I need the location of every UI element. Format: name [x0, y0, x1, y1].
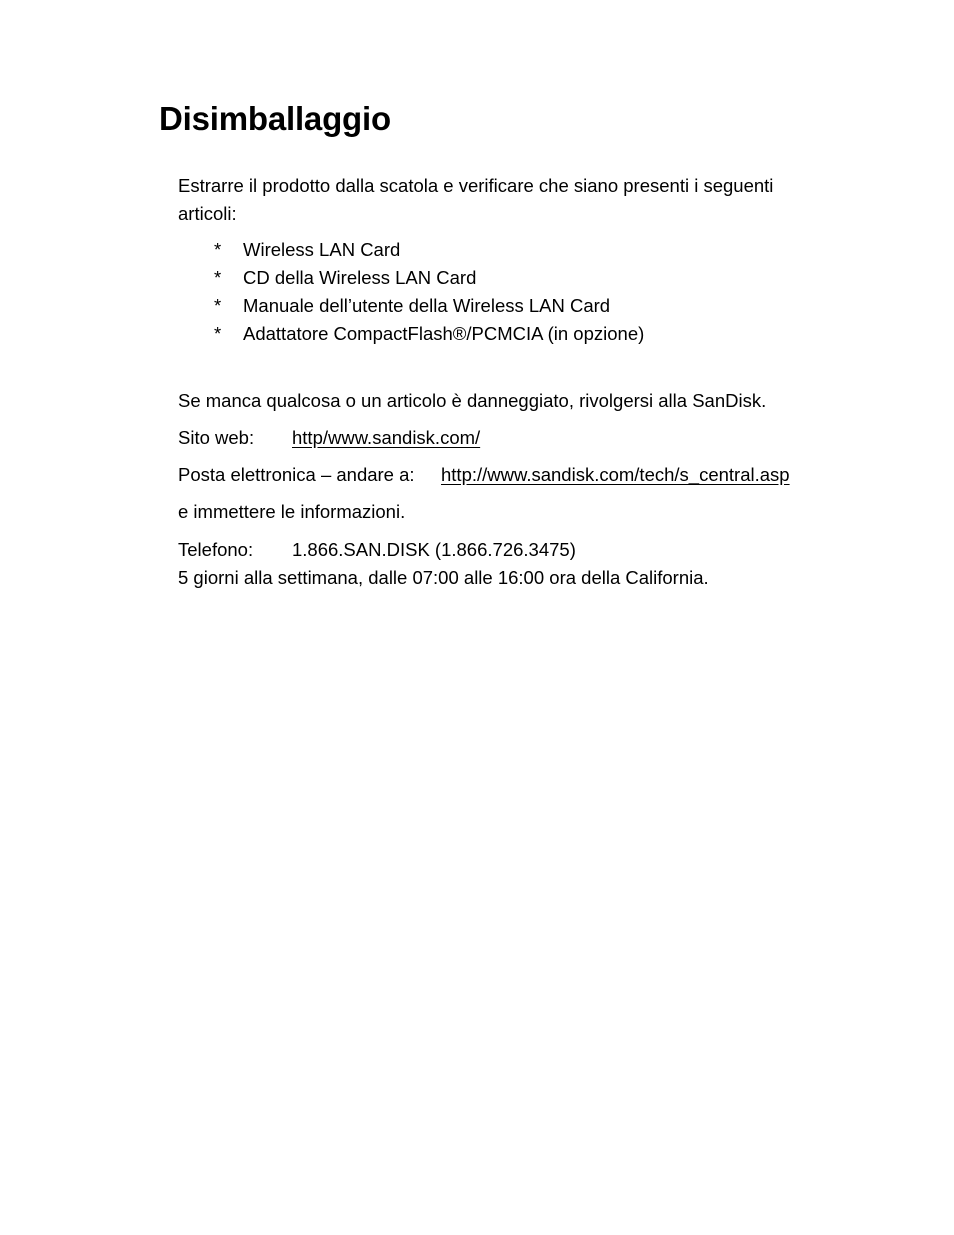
list-item — [214, 264, 644, 292]
email-continuation: e immettere le informazioni. — [178, 501, 406, 522]
email-label: Posta elettronica – andare a: — [178, 464, 415, 485]
bullet-icon: * — [214, 239, 222, 260]
website-line — [178, 424, 480, 452]
list-item-label: Wireless LAN Card — [243, 239, 401, 260]
website-link[interactable]: http/www.sandisk.com/ — [292, 427, 481, 448]
intro-paragraph: Estrarre il prodotto dalla scatola e verificare che siano presenti i seguenti articoli: — [178, 175, 774, 224]
list-item — [214, 292, 644, 320]
support-link[interactable]: http://www.sandisk.com/tech/s_central.asp — [441, 464, 790, 485]
website-label: Sito web: — [178, 427, 255, 448]
list-item-label: Manuale dell’utente della Wireless LAN Card — [243, 295, 611, 316]
phone-number: 1.866.SAN.DISK (1.866.726.3475) — [292, 539, 576, 560]
phone-label: Telefono: — [178, 539, 254, 560]
list-item-label: Adattatore CompactFlash®/PCMCIA (in opzione) — [243, 323, 645, 344]
list-item — [214, 236, 644, 264]
package-contents-list — [214, 236, 644, 348]
phone-line — [178, 536, 576, 564]
phone-hours: 5 giorni alla settimana, dalle 07:00 alle 16:00 ora della California. — [178, 567, 709, 588]
page-title: Disimballaggio — [159, 100, 391, 137]
list-item-label: CD della Wireless LAN Card — [243, 267, 477, 288]
email-line — [178, 461, 790, 489]
missing-note: Se manca qualcosa o un articolo è danneggiato, rivolgersi alla SanDisk. — [178, 390, 767, 411]
bullet-icon: * — [214, 323, 222, 344]
bullet-icon: * — [214, 295, 222, 316]
bullet-icon: * — [214, 267, 222, 288]
list-item — [214, 320, 644, 348]
